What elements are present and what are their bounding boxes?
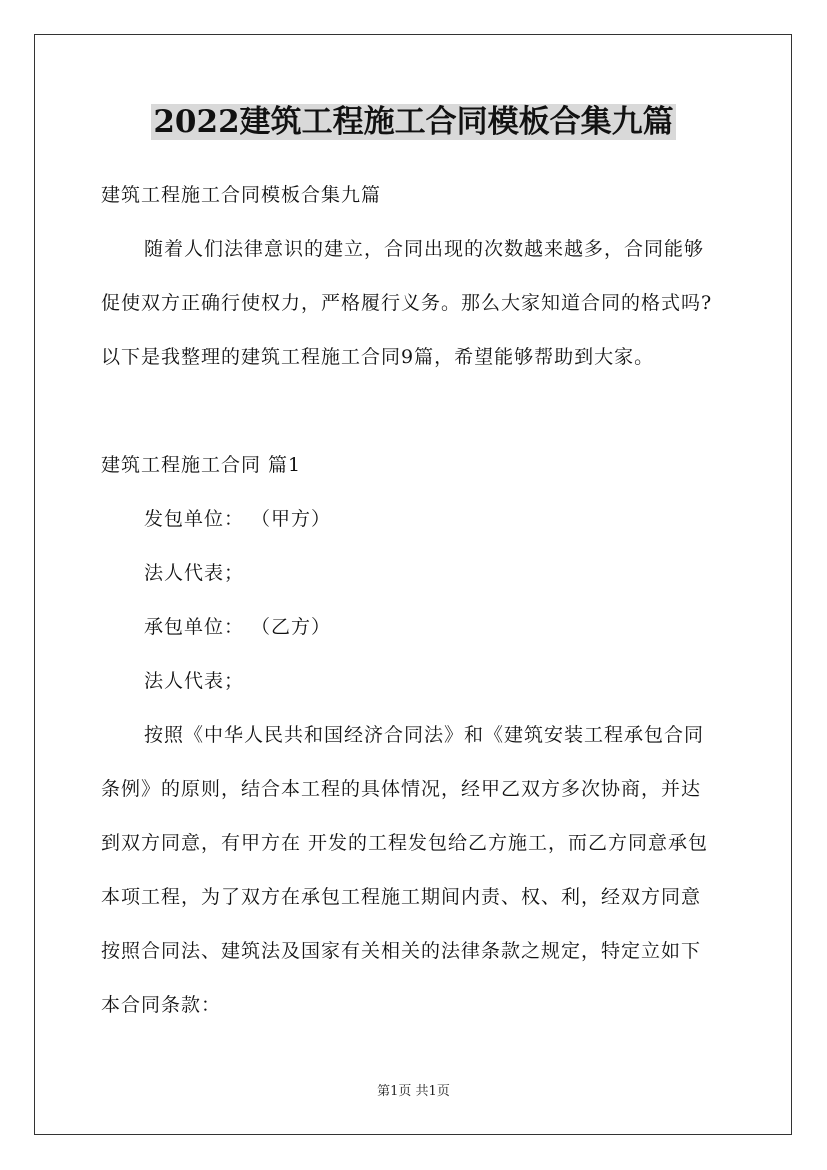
- paragraph-gap: [101, 384, 731, 438]
- intro-line-3: 以下是我整理的建筑工程施工合同9篇，希望能够帮助到大家。: [101, 346, 655, 368]
- body-line-5: 按照合同法、建筑法及国家有关相关的法律条款之规定，特定立如下: [101, 940, 702, 962]
- body-line-4: 本项工程，为了双方在承包工程施工期间内责、权、利，经双方同意: [101, 886, 702, 908]
- document-subtitle: 建筑工程施工合同模板合集九篇: [101, 184, 382, 206]
- body-line-2: 条例》的原则，结合本工程的具体情况，经甲乙双方多次协商，并达: [101, 778, 702, 800]
- party-b-representative: 法人代表；: [144, 670, 245, 692]
- body-line-3: 到双方同意，有甲方在 开发的工程发包给乙方施工，而乙方同意承包: [101, 832, 709, 854]
- party-a-representative: 法人代表；: [144, 562, 245, 584]
- document-title-text: 2022建筑工程施工合同模板合集九篇: [153, 104, 674, 140]
- page-footer: 第1页 共1页: [377, 1084, 450, 1099]
- body-line-1: 按照《中华人民共和国经济合同法》和《建筑安装工程承包合同: [144, 724, 705, 746]
- intro-line-1: 随着人们法律意识的建立，合同出现的次数越来越多，合同能够: [144, 238, 705, 260]
- section-heading: 建筑工程施工合同 篇1: [101, 454, 302, 476]
- body-line-6: 本合同条款：: [101, 994, 222, 1016]
- document-body: [101, 168, 731, 1032]
- party-b-unit: 承包单位： （乙方）: [144, 616, 332, 638]
- party-a-unit: 发包单位： （甲方）: [144, 508, 332, 530]
- intro-line-2: 促使双方正确行使权力，严格履行义务。那么大家知道合同的格式吗?: [101, 292, 713, 314]
- document-title: [0, 100, 827, 144]
